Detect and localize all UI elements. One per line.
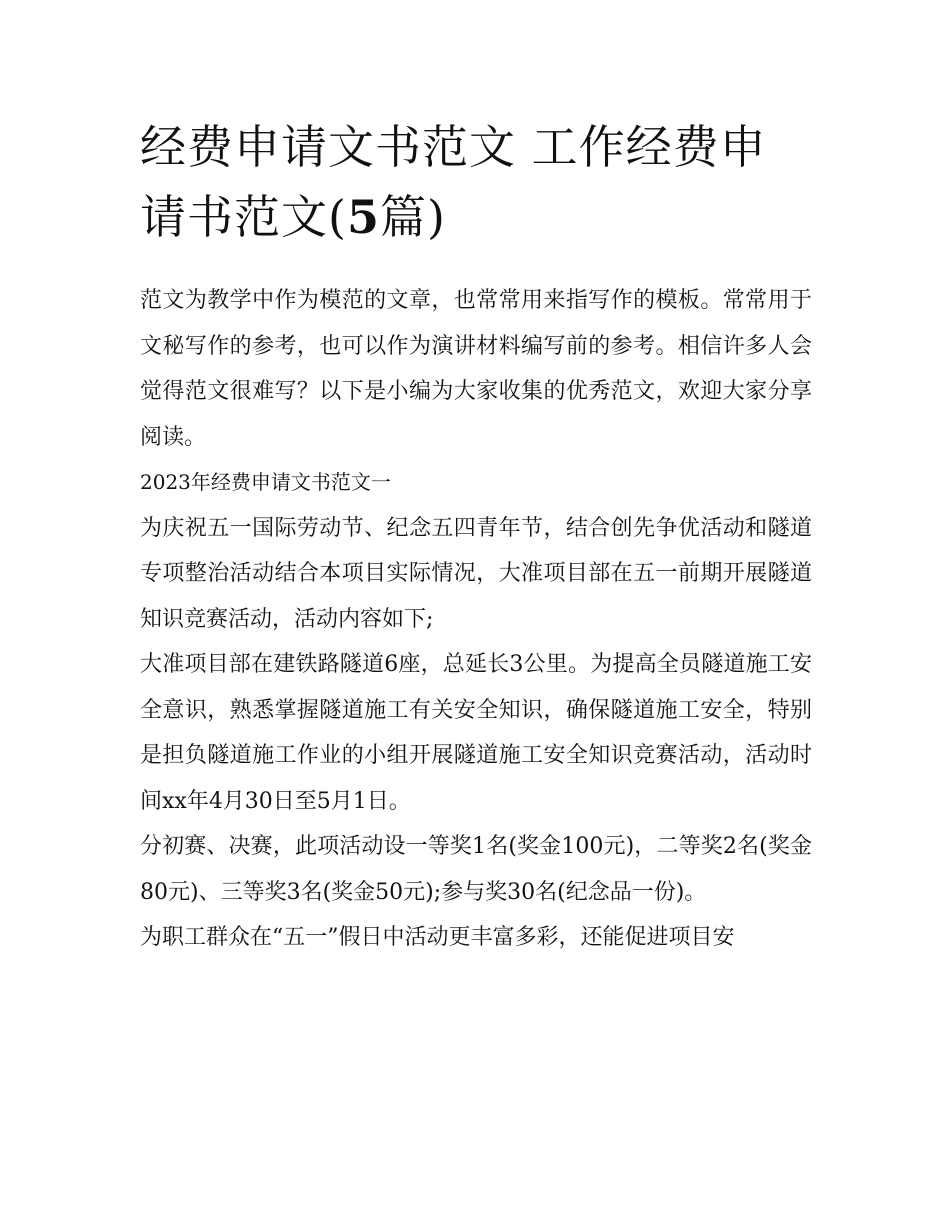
- body-paragraph: 大准项目部在建铁路隧道6座，总延长3公里。为提高全员隧道施工安全意识，熟悉掌握隧道施工有关安全知识，确保隧道施工安全，特别是担负隧道施工作业的小组开展隧道施工安全知识竞赛活动，活动时间xx年4月30日至5月1日。: [140, 652, 812, 814]
- title-part-2: 篇): [379, 190, 446, 244]
- document-title: [140, 112, 812, 252]
- body-paragraph: 分初赛、决赛，此项活动设一等奖1名(奖金100元)，二等奖2名(奖金80元)、三等奖3名(奖金50元);参与奖30名(纪念品一份)。: [140, 834, 812, 905]
- body-paragraph: 为职工群众在“五一”假日中活动更丰富多彩，还能促进项目安: [140, 925, 735, 950]
- body-paragraph: 为庆祝五一国际劳动节、纪念五四青年节，结合创先争优活动和隧道专项整治活动结合本项目实际情况，大准项目部在五一前期开展隧道知识竞赛活动，活动内容如下;: [140, 515, 812, 632]
- intro-paragraph: 范文为教学中作为模范的文章，也常常用来指写作的模板。常常用于文秘写作的参考，也可以作为演讲材料编写前的参考。相信许多人会觉得范文很难写？以下是小编为大家收集的优秀范文，欢迎大家分享阅读。: [140, 288, 812, 450]
- document-body: [140, 278, 812, 961]
- title-number: 5: [346, 190, 380, 244]
- title-part-1: 经费申请文书范文 工作经费申请书范文(: [140, 120, 767, 244]
- section-heading: 2023年经费申请文书范文一: [140, 470, 391, 494]
